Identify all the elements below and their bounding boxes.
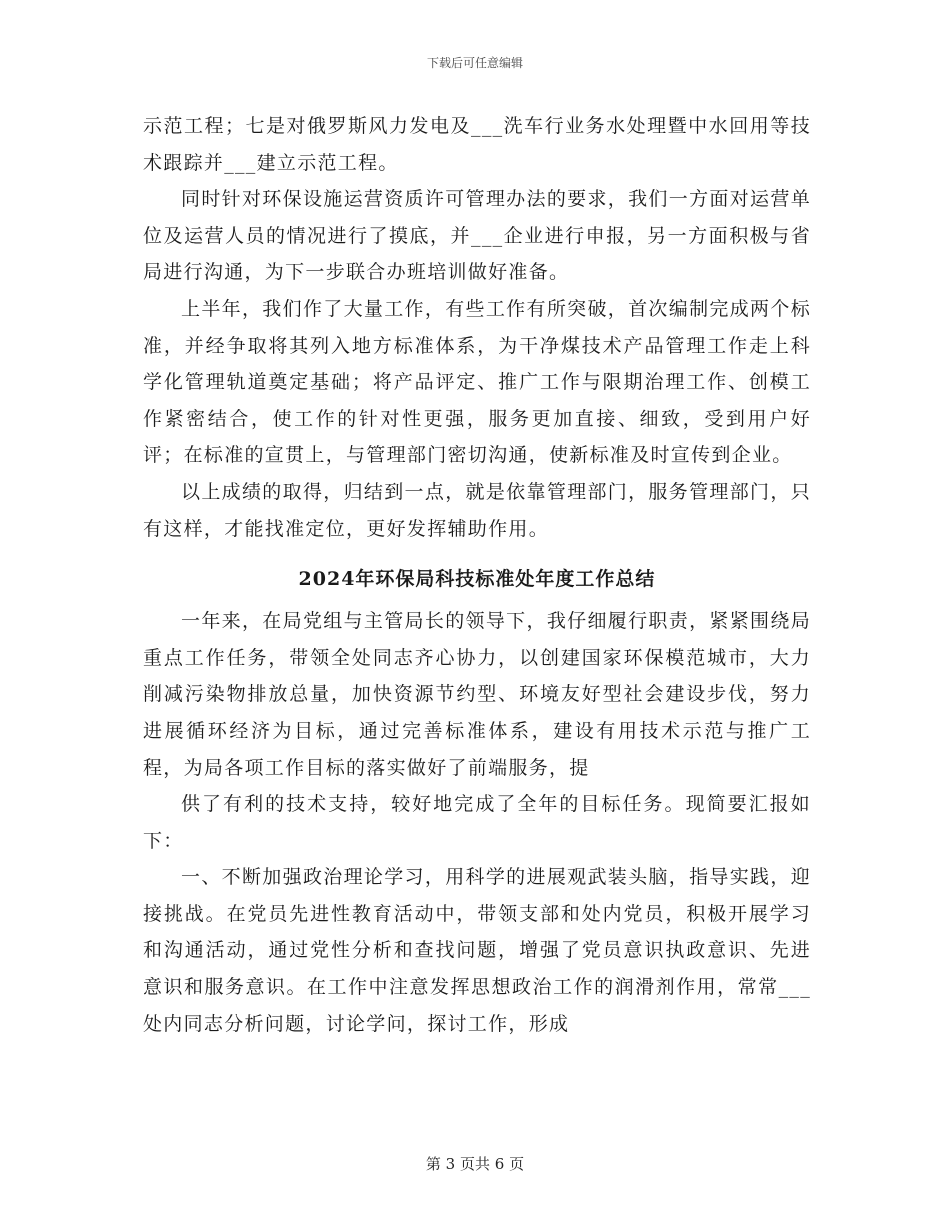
page-number: 第 3 页共 6 页 xyxy=(425,1155,525,1173)
paragraph-7: 一、不断加强政治理论学习，用科学的进展观武装头脑，指导实践，迎接挑战。在党员先进性教育活动中，带领支部和处内党员，积极开展学习和沟通活动，通过党性分析和查找问题，增强了党员意识执政意识、先进意识和服务意识。在工作中注意发挥思想政治工作的润滑剂作用，常常___处内同志分析问题，讨论学问，探讨工作，形成 xyxy=(143,866,811,1035)
paragraph-3: 上半年，我们作了大量工作，有些工作有所突破，首次编制完成两个标准，并经争取将其列入地方标准体系，为干净煤技术产品管理工作走上科学化管理轨道奠定基础；将产品评定、推广工作与限期治理工作、创模工作紧密结合，使工作的针对性更强，服务更加直接、细致，受到用户好评；在标准的宣贯上，与管理部门密切沟通，使新标准及时宣传到企业。 xyxy=(143,297,811,467)
page-header-note: 下载后可任意编辑 xyxy=(426,56,523,70)
paragraph-5: 一年来，在局党组与主管局长的领导下，我仔细履行职责，紧紧围绕局重点工作任务，带领全处同志齐心协力，以创建国家环保模范城市，大力削减污染物排放总量，加快资源节约型、环境友好型社会建设步伐，努力进展循环经济为目标，通过完善标准体系，建设有用技术示范与推广工程，为局各项工作目标的落实做好了前端服务，提 xyxy=(143,610,811,779)
paragraph-6: 供了有利的技术支持，较好地完成了全年的目标任务。现简要汇报如下： xyxy=(143,793,811,852)
paragraph-1: 示范工程；七是对俄罗斯风力发电及___洗车行业务水处理暨中水回用等技术跟踪并___建立示范工程。 xyxy=(143,115,811,174)
document-title: 2024年环保局科技标准处年度工作总结 xyxy=(298,568,656,591)
paragraph-2: 同时针对环保设施运营资质许可管理办法的要求，我们一方面对运营单位及运营人员的情况进行了摸底，并___企业进行申报，另一方面积极与省局进行沟通，为下一步联合办班培训做好准备。 xyxy=(143,188,811,284)
paragraph-4: 以上成绩的取得，归结到一点，就是依靠管理部门，服务管理部门，只有这样，才能找准定位，更好发挥辅助作用。 xyxy=(143,480,811,540)
document-body xyxy=(143,108,811,1042)
